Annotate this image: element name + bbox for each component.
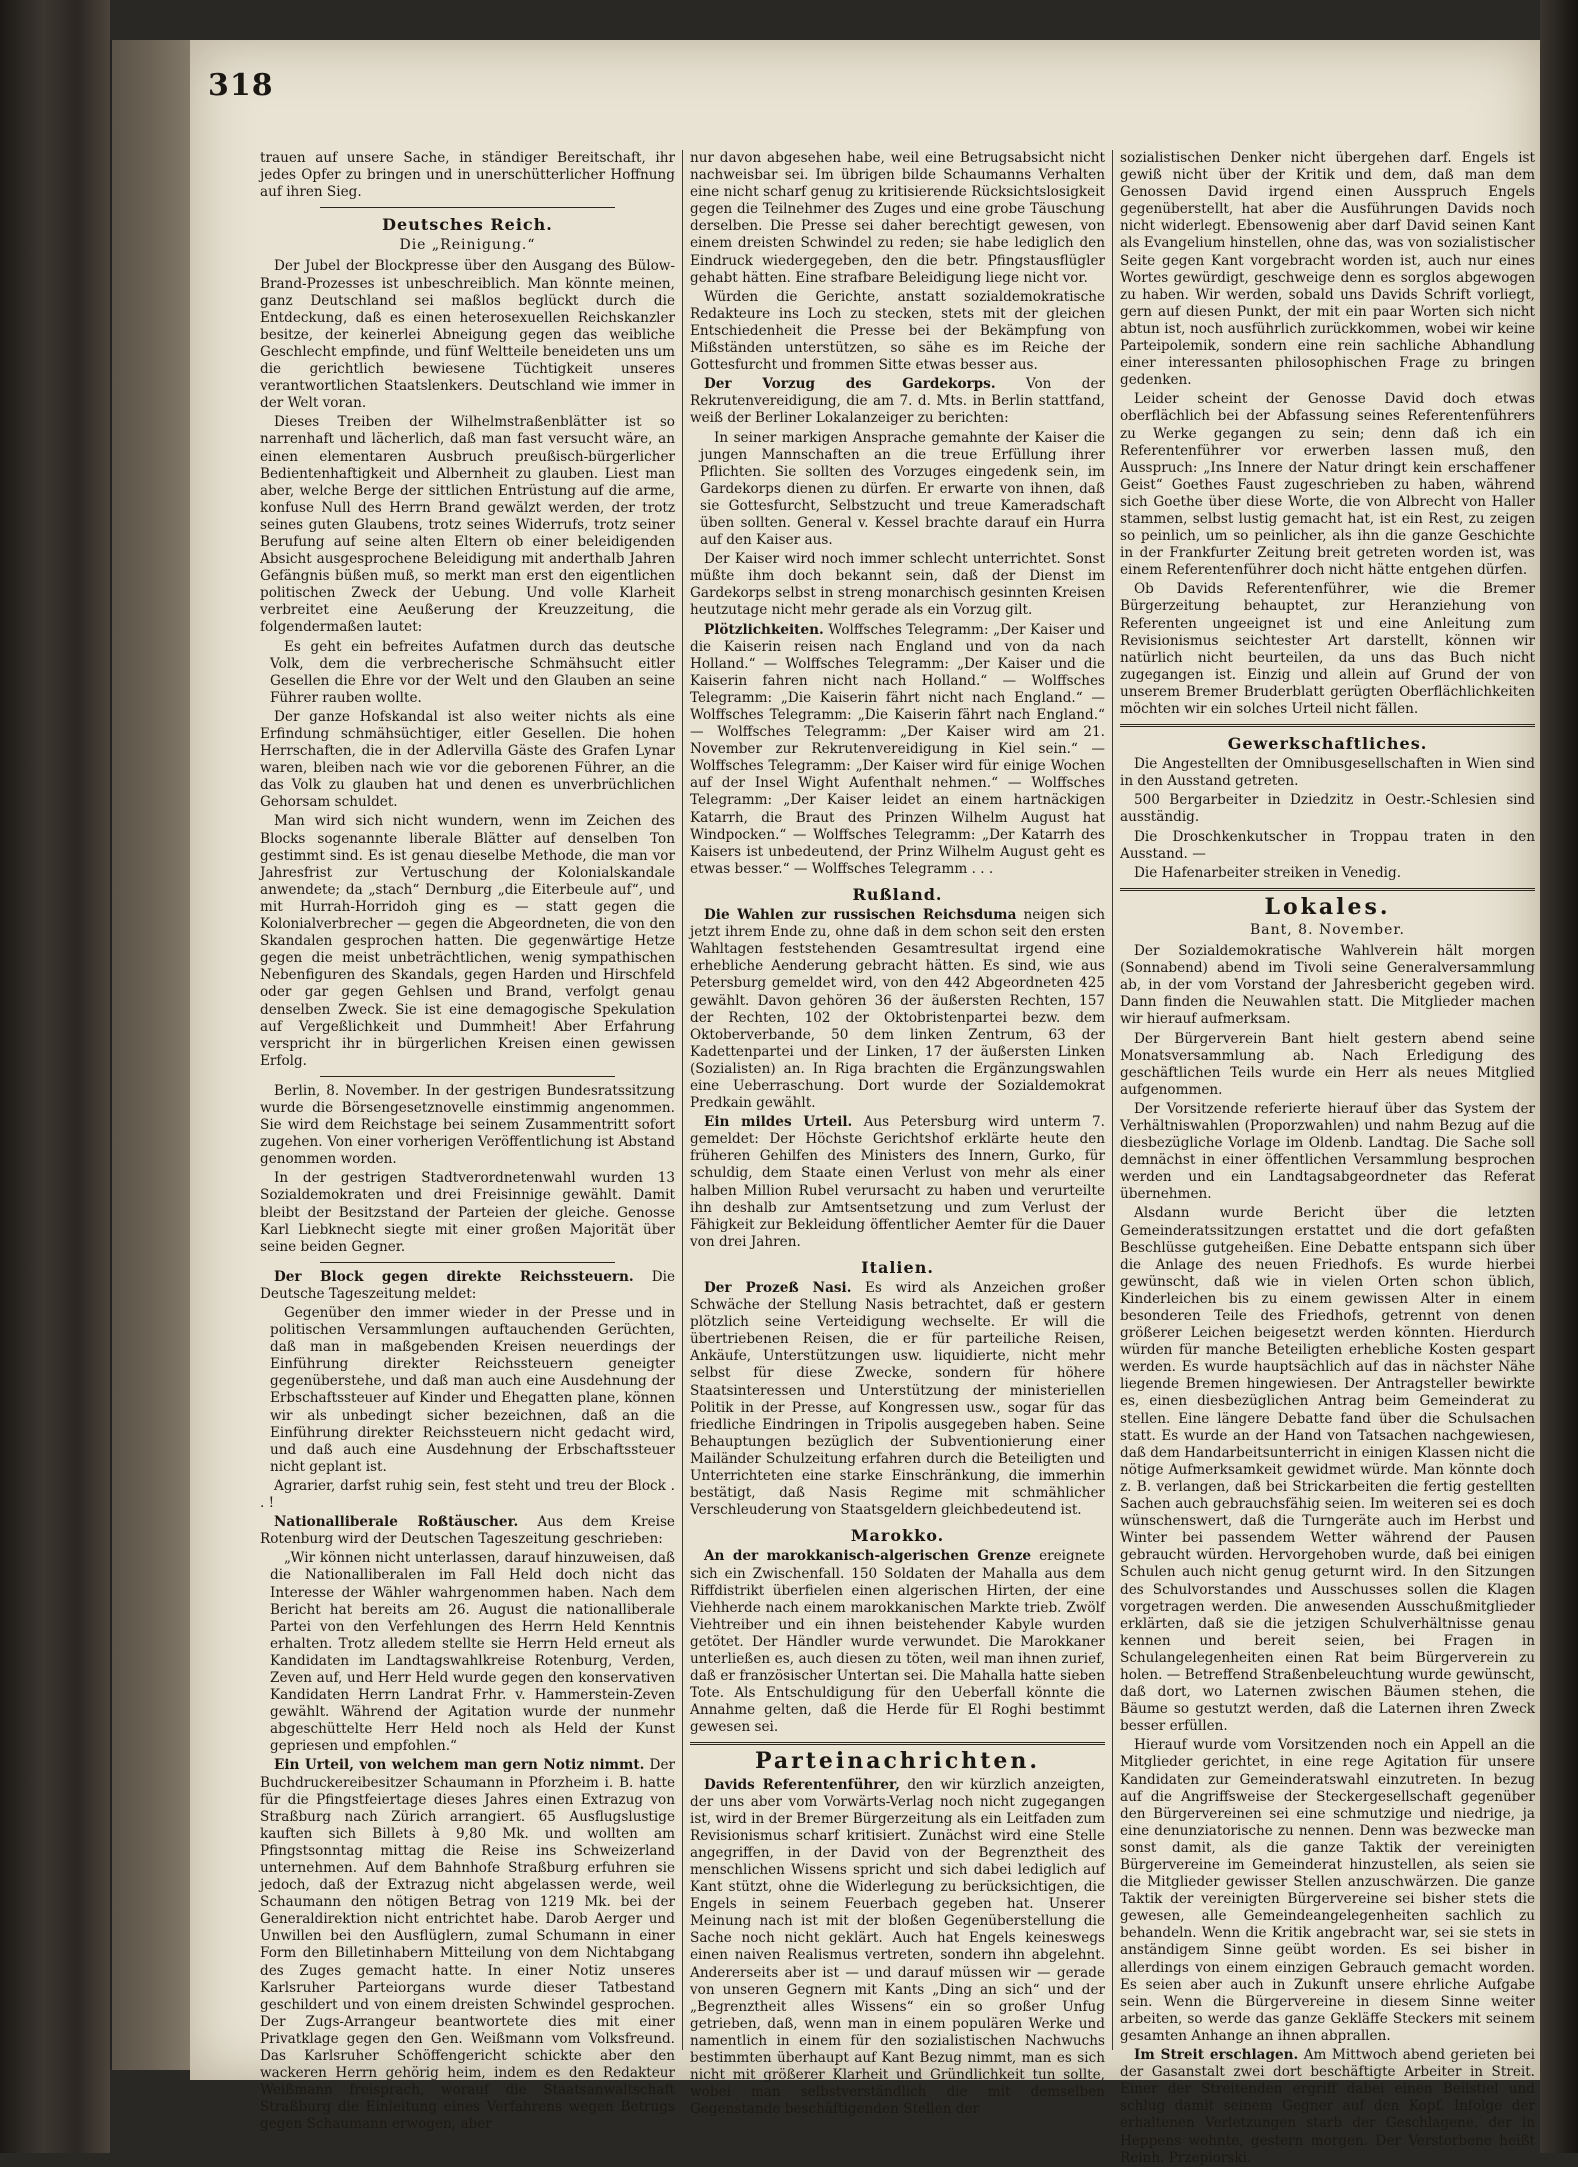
paragraph: Leider scheint der Genosse David doch etwas oberflächlich bei der Abfassung seines Referentenführers zu Werke gegangen zu sein; denn daß ich ein Referentenführer vor erwerben lassen muß, den Ausspruch: „Ins Innere der Natur dringt kein erschaffener Geist“ Goethes Faust zugeschrieben zu haben, während sich Goethe über diese Worte, die von Albrecht von Haller stammen, selbst lustig gemacht hat, ist ein Rest, zu zeigen so peinlich, um so peinlicher, als ihn die ganze Geschichte in der Frankfurter Zeitung breit getreten worden ist, was einem Referentenführer doch nicht hätte entgehen dürfen.: [1120, 391, 1535, 579]
paragraph: Der Kaiser wird noch immer schlecht unterrichtet. Sonst müßte ihm doch bekannt sein, daß der Dienst im Gardekorps selbst in streng monarchisch gesinnten Kreisen heutzutage nicht mehr gerade als ein Vorzug gilt.: [690, 551, 1105, 619]
paragraph: Dieses Treiben der Wilhelmstraßenblätter ist so narrenhaft und lächerlich, daß man fast versucht wäre, an einen elementaren Ausbruch preußisch-bürgerlicher Bedientenhaftigkeit und Albernheit zu glauben. Liest man aber, welche Berge der sittlichen Entrüstung auf die arme, konfuse Null des Herrn Brand gewälzt werden, der trotz seines guten Glaubens, trotz seines Widerrufs, trotz seiner Berufung auf seine alten Eltern ob einer beleidigenden Absicht ausgesprochene Beleidigung mit anderthalb Jahren Gefängnis büßen muß, so merkt man erst den eigentlichen politischen Zweck der Uebung. Und volle Klarheit verbreitet eine Aeußerung der Kreuzzeitung, die folgendermaßen lautet:: [260, 414, 675, 636]
columns: [260, 150, 1536, 2166]
paragraph: Alsdann wurde Bericht über die letzten Gemeinderatssitzungen erstattet und die dort gefaßten Beschlüsse gutgeheißen. Eine Debatte entspann sich über die Anlage des neuen Friedhofs. Es wurde hierbei gewünscht, daß wie in vielen Orten schon üblich, Kinderleichen bis zu einem gewissen Alter in einem besonderen Teile des Friedhofs, getrennt von denen größerer Leichen beigesetzt werden könnten. Hierdurch würden für manche Beteiligten erhebliche Kosten gespart werden. Es wurde hauptsächlich auf das in nächster Nähe liegende Bremen hingewiesen. Der Antragsteller bewirkte es, einen diesbezüglichen Antrag beim Gemeinderat zu stellen. Eine längere Debatte fand über die Schulsachen statt. Es wurde an der Hand von Tatsachen nachgewiesen, daß dem Handarbeitsunterricht in einigen Klassen nicht die nötige Aufmerksamkeit gewidmet würde. Man könnte doch z. B. verlangen, daß bei Strickarbeiten die fertig gestellten Sachen auch gebrauchsfähig seien. Im weiteren sei es doch wünschenswert, daß die Turngeräte auch im Herbst und Winter bei passendem Wetter während der Pausen gebraucht würden. Hervorgehoben wurde, daß bei einigen Schulen auch nicht genug geturnt wird. In den Sitzungen des Schulvorstandes und Ausschusses sollen die Klagen vorgetragen werden. Die anwesenden Ausschußmitglieder erklärten, daß sie die jetzigen Schulverhältnisse genau kennen und bereit seien, bei Fragen in Schulangelegenheiten einen Rat beim Bürgerverein zu holen. — Betreffend Straßenbeleuchtung wurde gewünscht, daß dort, wo Laternen zwischen Bäumen stehen, die Bäume so gestutzt werden, daß die Laternen ihren Zweck besser erfüllen.: [1120, 1205, 1536, 1735]
paragraph: Von der Rekrutenvereidigung, die am 7. d. Mts. in Berlin stattfand, weiß der Berliner Lokalanzeiger zu berichten:: [690, 376, 1105, 427]
divider: [320, 207, 615, 208]
paragraph: Der ganze Hofskandal ist also weiter nichts als eine Erfindung schmähsüchtiger, eitler Gesellen. Die hohen Herrschaften, die in der Adlervilla Gäste des Grafen Lynar waren, bleiben nach wie vor die geborenen Führer, an die das Volk zu glauben hat und denen es unverbrüchlichen Gehorsam schuldet.: [260, 708, 675, 811]
paragraph: Der Vorsitzende referierte hierauf über das System der Verhältniswahlen (Proporzwahlen) und nahm Bezug auf die diesbezügliche Vorlage im Oldenb. Landtag. Die Sache soll demnächst in einer öffentlichen Versammlung besprochen werden und ein Landtagsabgeordneter das Referat übernehmen.: [1120, 1100, 1535, 1203]
divider: [320, 1076, 615, 1077]
quote: Es geht ein befreites Aufatmen durch das deutsche Volk, dem die verbrecherische Schmähsucht eitler Gesellen die Ehre vor der Welt und den Glauben an seine Führer rauben wollte.: [270, 638, 675, 706]
quote: In seiner markigen Ansprache gemahnte der Kaiser die jungen Mannschaften an die treue Erfüllung ihrer Pflichten. Sie sollten des Vorzuges eingedenk sein, im Gardekorps dienen zu dürfen. Er erwarte von ihnen, daß sie Gottesfurcht, Selbstzucht und treue Kameradschaft üben sollten. General v. Kessel brachte darauf ein Hurra auf den Kaiser aus.: [700, 429, 1105, 549]
column-rule: [682, 150, 683, 2050]
paragraph: Wolffsches Telegramm: „Der Kaiser und die Kaiserin reisen nach England und von da nach Holland.“ — Wolffsches Telegramm: „Der Kaiser und die Kaiserin fahren nicht nach Holland.“ — Wolffsches Telegramm: „Die Kaiserin fährt nicht nach England.“ — Wolffsches Telegramm: „Die Kaiserin fährt nach England.“ — Wolffsches Telegramm: „Der Kaiser wird am 21. November zur Rekrutenvereidigung in Kiel sein.“ — Wolffsches Telegramm: „Der Kaiser wird für einige Wochen auf der Insel Wight Aufenthalt nehmen.“ — Wolffsches Telegramm: „Der Kaiser leidet an einem hartnäckigen Katarrh, die Braut des Prinzen Wilhelm August hat Windpocken.“ — Wolffsches Telegramm: „Der Katarrh des Kaisers ist unbedeutend, der Prinz Wilhelm August geht es etwas besser.“ — Wolffsches Telegramm . . .: [690, 621, 1105, 877]
paragraph: Es wird als Anzeichen großer Schwäche der Stellung Nasis betrachtet, daß er gestern plötzlich seine Verteidigung wechselte. Er will die übertriebenen Reisen, die er für parteiliche Reisen, Ankäufe, Unterstützungen usw. liquidierte, nicht mehr selbst für diese Zwecke, sondern für höhere Staatsinteressen und Unterstützung der ministeriellen Politik in der Presse, auf Kongressen usw., sogar für das friedliche Eindringen in Tripolis ausgegeben haben. Seine Behauptungen bezüglich der Subventionierung einer Mailänder Schulzeitung erfahren durch die Beteiligten und Unterrichteten eine starke Einschränkung, die immerhin bestätigt, daß Nasis Regime mit schmählicher Verschleuderung von Staatsgeldern gleichbedeutend ist.: [690, 1280, 1105, 1519]
article-title-rosstaeuscher: Nationalliberale Roßtäuscher.: [274, 1514, 519, 1531]
article-title-urteil: Ein Urteil, von welchem man gern Notiz nimmt.: [274, 1757, 645, 1774]
page-right-shadow: [1540, 0, 1578, 2153]
divider: [690, 1742, 1105, 1745]
column-2: [690, 150, 1106, 2118]
book-binding: [0, 0, 110, 2153]
article-title-block: Der Block gegen direkte Reichssteuern.: [274, 1268, 634, 1285]
paragraph: Die Deutsche Tageszeitung meldet:: [260, 1268, 675, 1302]
book-spine-edge: [110, 40, 192, 2070]
article-title-prozess-nasi: Der Prozeß Nasi.: [704, 1280, 852, 1296]
intro-text: trauen auf unsere Sache, in ständiger Bereitschaft, ihr jedes Opfer zu bringen und in unerschütterlicher Hoffnung auf ihren Sieg.: [260, 150, 675, 201]
quote: „Wir können nicht unterlassen, darauf hinzuweisen, daß die Nationalliberalen im Fall Held doch nicht das Interesse der Wähler wahrgenommen haben. Nach dem Bericht hat bereits am 26. August die nationalliberale Partei von den Verfehlungen des Herrn Held Kenntnis erhalten. Trotz alledem stellte sie Herrn Held erneut als Kandidaten im Landtagswahlkreise Rotenburg, Verden, Zeven auf, und Herr Held wurde gegen den konservativen Kandidaten Herrn Landrat Frhr. v. Hammerstein-Zeven gewählt. Während der Agitation wurde der nunmehr abgeschüttelte Herr Held noch als Held der Kunst gepriesen und empfohlen.“: [270, 1550, 675, 1755]
newspaper-page: [190, 40, 1540, 2166]
article-title-reinigung: Die „Reinigung.“: [399, 237, 536, 254]
article-title-grenze: An der marokkanisch-algerischen Grenze: [704, 1548, 1032, 1565]
section-title-marokko: Marokko.: [850, 1526, 945, 1546]
dateline: Bant, 8. November.: [1250, 921, 1405, 938]
paragraph: Die Angestellten der Omnibusgesellschaften in Wien sind in den Ausstand getreten.: [1120, 756, 1535, 790]
paragraph: 500 Bergarbeiter in Dziedzitz in Oestr.-Schlesien sind ausständig.: [1120, 792, 1535, 826]
paragraph: Der Buchdruckereibesitzer Schaumann in Pforzheim i. B. hatte für die Pfingstfeiertage dieses Jahres einen Extrazug von Straßburg nach Zürich arrangiert. 65 Ausflugslustige kauften sich Billets à 9,80 Mk. und wollten am Pfingstsonntag mittag die Reise ins Schweizerland unternehmen. Auf dem Bahnhofe Straßburg erfuhren sie jedoch, daß der Extrazug nicht abgelassen werde, weil Schaumann den nötigen Betrag von 1219 Mk. bei der Generaldirektion nicht entrichtet habe. Darob Aerger und Unwillen bei den Ausflüglern, zumal Schumann in einer Form den Billetinhabern Mitteilung von dem Nichtabgang des Zuges gemacht hatte. In einer Notiz unseres Karlsruher Parteiorgans wurde dieser Tatbestand geschildert und von einem dreisten Schwindel gesprochen. Der Zugs-Arrangeur beantwortete dies mit einer Privatklage gegen den Gen. Weißmann vom Volksfreund. Das Karlsruher Schöffengericht schickte aber den wackeren Herrn gehörig heim, indem es den Redakteur Weißmann freisprach, worauf die Staatsanwaltschaft Straßburg die Einleitung eines Verfahrens wegen Betrugs gegen Schaumann erwogen, aber: [260, 1757, 675, 2133]
paragraph: Die Hafenarbeiter streiken in Venedig.: [1134, 864, 1402, 881]
section-title-italien: Italien.: [861, 1257, 934, 1277]
paragraph: Man wird sich nicht wundern, wenn im Zeichen des Blocks sogenannte liberale Blätter auf denselben Ton gestimmt sind. Es ist genau dieselbe Methode, die man vor Jahresfrist zur Vertuschung der Kolonialskandale anwendete; da „stach“ Dernburg „die Eiterbeule auf“, und mit Hurrah-Horridoh ging es — statt gegen die Kolonialverbrecher — gegen die Abgeordneten, die von den Skandalen gesprochen hatten. Die gegenwärtige Hetze gegen die meist unbeträchtlichen, wenig sympathischen Nebenfiguren des Skandals, gegen Harden und Hirschfeld oder gar gegen Gehlsen und Brand, verfolgt genau denselben Zweck. Sie ist eine demagogische Spekulation auf Vergeßlichkeit und Dummheit! Aber Erfahrung verspricht ihr in bürgerlichen Kreisen einen gewissen Erfolg.: [260, 813, 675, 1069]
article-title-gardekorps: Der Vorzug des Gardekorps.: [704, 376, 996, 393]
column-1: [260, 150, 675, 2133]
divider: [320, 1262, 615, 1263]
paragraph: Der Jubel der Blockpresse über den Ausgang des Bülow-Brand-Prozesses ist unbeschreiblich. Man könnte meinen, ganz Deutschland sei maßlos beglückt durch die Entdeckung, daß es einen heterosexuellen Reichskanzler besitze, der keinerlei Abneigung gegen das weibliche Geschlecht empfinde, und fünf Weltteile beneideten uns um die gerichtlich bewiesene Tüchtigkeit unseres verantwortlichen Staatslenkers. Deutschland wie immer in der Welt voran.: [260, 258, 675, 412]
paragraph-berlin: Berlin, 8. November. In der gestrigen Bundesratssitzung wurde die Börsengesetznovelle einstimmig angenommen. Sie wird dem Reichstage bei seinem Zusammentritt sofort zugehen. Von einer vorherigen Veröffentlichung ist Abstand genommen worden.: [260, 1082, 675, 1168]
paragraph: den wir kürzlich anzeigten, der uns aber vom Vorwärts-Verlag noch nicht zugegangen ist, wird in der Bremer Bürgerzeitung als ein Leitfaden zum Revisionismus scharf kritisiert. Zunächst wird eine Stelle angegriffen, in der David von der Begrenztheit des menschlichen Wissens spricht und sich dabei lediglich auf Kant stützt, ohne die Widerlegung zu berücksichtigen, die Engels in seinem Feuerbach gegeben hat. Unserer Meinung nach ist mit der bloßen Gegenüberstellung die Sache noch nicht geklärt. Auch hat Engels keineswegs einen naiven Realismus vertreten, sondern ihn abgelehnt. Andererseits aber ist — und darauf müssen wir — gerade von unseren Gegnern mit Kants „Ding an sich“ und der „Begrenztheit alles Wissens“ ein so großer Unfug getrieben, daß, wenn man in einem populären Werke und namentlich in einem für den sozialistischen Nachwuchs bestimmten überhaupt auf Kant Bezug nimmt, man es sich nicht mit größerer Klarheit und Gründlichkeit tun sollte, wobei man selbstverständlich die mit demselben Gegenstande beschäftigenden Stellen der: [690, 1776, 1105, 2118]
paragraph: Aus dem Kreise Rotenburg wird der Deutschen Tageszeitung geschrieben:: [260, 1514, 675, 1548]
paragraph: nur davon abgesehen habe, weil eine Betrugsabsicht nicht nachweisbar sei. Im übrigen bilde Schaumanns Verhalten eine nicht scharf genug zu kritisierende Rücksichtslosigkeit gegen die Teilnehmer des Zuges und eine grobe Täuschung derselben. Die Presse sei daher berechtigt gewesen, von einem dreisten Schwindel zu reden; sie habe lediglich den Eindruck wiedergegeben, den die betr. Pfingstausflügler gehabt hätten. Eine strafbare Beleidigung liege nicht vor.: [690, 150, 1105, 286]
paragraph: Würden die Gerichte, anstatt sozialdemokratische Redakteure ins Loch zu stecken, stets mit der gleichen Entschiedenheit die Presse bei der Bekämpfung von Mißständen unterstützen, so sähe es im Reiche der Gottesfurcht und frommen Sitte etwas besser aus.: [690, 288, 1105, 374]
article-title-reichsduma: Die Wahlen zur russischen Reichsduma: [704, 907, 1017, 924]
paragraph: Der Sozialdemokratische Wahlverein hält morgen (Sonnabend) abend im Tivoli seine Generalversammlung ab, in der vom Vorstand der Jahresbericht gegeben wird. Dann finden die Neuwahlen statt. Die Mitglieder machen wir hierauf aufmerksam.: [1120, 943, 1535, 1028]
divider: [1120, 724, 1535, 727]
article-title-ploetzlichkeiten: Plötzlichkeiten.: [704, 621, 824, 638]
section-title-deutsches-reich: Deutsches Reich.: [382, 215, 553, 235]
paragraph: Der Bürgerverein Bant hielt gestern abend seine Monatsversammlung ab. Nach Erledigung des geschäftlichen Teils wurde ein Herr als neues Mitglied aufgenommen.: [1120, 1030, 1535, 1098]
paragraph: Hierauf wurde vom Vorsitzenden noch ein Appell an die Mitglieder gerichtet, in eine rege Agitation für unsere Kandidaten zur Gemeinderatswahl einzutreten. In bezug auf die Angriffsweise der Steckergesellschaft gegenüber den Bürgervereinen sei eine schmutzige und niedrige, ja eine denunziatorische zu nennen. Denn was bezwecke man sonst damit, als die ganze Taktik der vereinigten Bürgervereine im Gemeinderat hinzustellen, als seien sie die Mitglieder gewisser Stellen anzuschwärzen. Die ganze Taktik der vereinigten Bürgervereine sei bisher stets die gewesen, alle Gemeindeangelegenheiten sachlich zu behandeln. Wenn die Kritik angebracht war, sei sie stets in anständigem Sinne geübt worden. Es sei bisher in allerdings von einem einzigen Gebrauch gemacht worden. Es seien aber auch in Zukunft unsere ehrliche Aufgabe sein. Wenn die Bürgervereine in diesem Sinne weiter arbeiten, so werde das ganze Gekläffe Steckers mit seinem gesamten Anhange an ihnen abprallen.: [1120, 1737, 1535, 2044]
paragraph: Agrarier, darfst ruhig sein, fest steht und treu der Block . . !: [260, 1477, 675, 1512]
column-rule: [1112, 150, 1113, 2050]
article-title-streit: Im Streit erschlagen.: [1134, 2047, 1299, 2064]
paragraph: Aus Petersburg wird unterm 7. gemeldet: Der Höchste Gerichtshof erklärte heute den früheren Gehilfen des Ministers des Innern, Gurko, für schuldig, dem Staate einen Verlust von mehr als einer halben Million Rubel verursacht zu haben und verurteilte ihn deshalb zur Amtsentsetzung und zum Verlust der Fähigkeit zur Bekleidung öffentlicher Aemter für die Dauer von drei Jahren.: [690, 1114, 1105, 1250]
section-title-lokales: Lokales.: [1264, 893, 1391, 920]
paragraph: Am Mittwoch abend gerieten bei der Gasanstalt zwei dort beschäftigte Arbeiter in Streit. Einer der Streitenden ergriff dabei einen Beilstiel und schlug damit seinem Gegner auf den Kopf. Infolge der erhaltenen Verletzungen starb der Geschlagene, der in Heppens wohnte, gestern morgen. Der Verstorbene heißt Reinh. Przepiorski.: [1120, 2047, 1535, 2166]
column-3: [1120, 150, 1536, 2166]
section-title-russland: Rußland.: [852, 884, 943, 904]
paragraph: sozialistischen Denker nicht übergehen darf. Engels ist gewiß nicht über der Kritik und dem, daß man dem Genossen David irgend einen Ausspruch Engels gegenüberstellt, hat aber die Ausführungen Davids noch nicht widerlegt. Ebensowenig aber darf David seinen Kant als Evangelium hinstellen, ohne das, was von sozialistischer Seite gegen Kant vorgebracht worden ist, auch nur eines Wortes gewürdigt, geschweige denn es sorglos abgewogen zu haben. Wir werden, sobald uns Davids Schrift vorliegt, gern auf diesen Punkt, der mit ein paar Worten sich nicht abtun ist, noch ausführlich zurückkommen, wobei wir keine Parteipolemik, sondern eine rein sachliche Abhandlung einer interessanten philosophischen Frage zu bringen gedenken.: [1120, 150, 1535, 389]
article-title-referentenfuehrer: Davids Referentenführer,: [704, 1776, 900, 1793]
section-title-gewerkschaftliches: Gewerkschaftliches.: [1227, 734, 1428, 754]
quote: Gegenüber den immer wieder in der Presse und in politischen Versammlungen auftauchenden Gerüchten, daß man in maßgebenden Kreisen neuerdings der Einführung direkter Reichssteuern geneigter gegenüberstehe, und daß man auch eine Ausdehnung der Erbschaftssteuer auf Kinder und Ehegatten plane, können wir als unbedingt sicher bezeichnen, daß an die Einführung direkter Reichssteuern nicht gedacht wird, und daß auch eine Ausdehnung der Erbschaftssteuer nicht geplant ist.: [270, 1305, 675, 1475]
paragraph: Die Droschkenkutscher in Troppau traten in den Ausstand. —: [1120, 828, 1535, 862]
article-title-mildes-urteil: Ein mildes Urteil.: [704, 1114, 853, 1131]
paragraph: ereignete sich ein Zwischenfall. 150 Soldaten der Mahalla aus dem Riffdistrikt überfielen einen algerischen Hirten, der eine Viehherde nach einem marokkanischen Markte trieb. Zwölf Viehtreiber und ein ihnen beistehender Kabyle wurden getötet. Der Händler wurde verwundet. Die Marokkaner unterließen es, auch diesen zu töten, weil man ihnen zurief, daß er französischer Untertan sei. Die Mahalla hatte sieben Tote. Als Entschuldigung für den Ueberfall könnte die Annahme gelten, daß die Herde für El Roghi bestimmt gewesen sei.: [690, 1548, 1106, 1736]
divider: [1120, 888, 1535, 891]
paragraph: Ob Davids Referentenführer, wie die Bremer Bürgerzeitung behauptet, zur Heranziehung von Referenten ungeeignet ist und eine Anleitung zum Revisionismus seichtester Art darstellt, können wir natürlich nicht beurteilen, da uns das Buch nicht zugegangen ist. Einzig und allein auf Grund der von unserem Bremer Bruderblatt gerügten Oberflächlichkeiten möchten wir ein solches Urteil nicht fällen.: [1120, 581, 1535, 717]
page-number: 318: [208, 68, 274, 103]
paragraph: neigen sich jetzt ihrem Ende zu, ohne daß in dem schon seit den ersten Wahltagen feststehenden Gesamtresultat irgend eine erhebliche Aenderung gebracht hätten. Es sind, wie aus Petersburg gemeldet wird, von den 442 Abgeordneten 425 gewählt. Davon gehören 36 der äußersten Rechten, 157 der Rechten, 102 der Oktobristenpartei bezw. dem Oktoberverbande, 50 dem linken Zentrum, 63 der Kadettenpartei und der Linken, 17 der äußersten Linken (Sozialisten) an. In Riga brachten die Ergänzungswahlen eine Ueberraschung. Dort wurde der Sozialdemokrat Predkain gewählt.: [690, 907, 1105, 1112]
section-title-parteinachrichten: Parteinachrichten.: [754, 1748, 1041, 1775]
paragraph: In der gestrigen Stadtverordnetenwahl wurden 13 Sozialdemokraten und drei Freisinnige gewählt. Damit bleibt der Besitzstand der Parteien der gleiche. Genosse Karl Liebknecht siegte mit einer großen Majorität über seine beiden Gegner.: [260, 1170, 675, 1255]
